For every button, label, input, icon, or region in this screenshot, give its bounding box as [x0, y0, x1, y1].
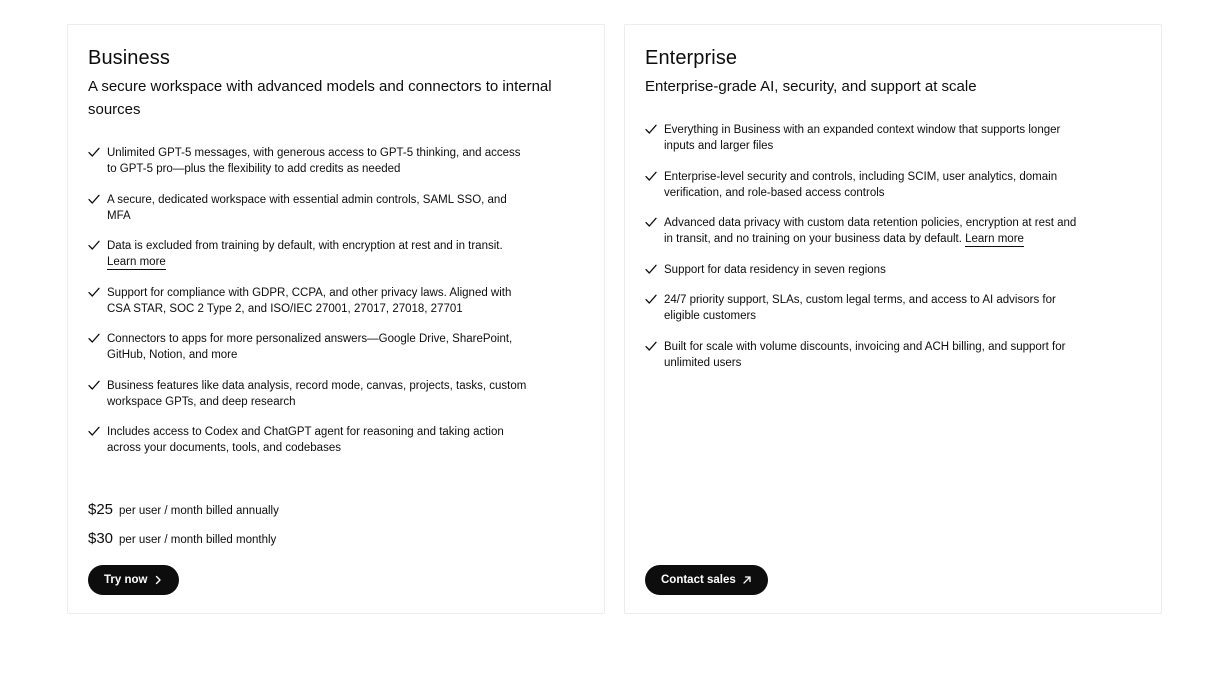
business-price-block — [88, 501, 279, 559]
try-now-button[interactable] — [88, 565, 179, 595]
price-row-monthly — [88, 530, 279, 559]
feature-text: A secure, dedicated workspace with essential admin controls, SAML SSO, and MFA — [107, 193, 507, 222]
feature-text: Connectors to apps for more personalized answers—Google Drive, SharePoint, GitHub, Notion, and more — [107, 333, 513, 361]
price-annual-description: per user / month billed annually — [119, 505, 279, 517]
list-item — [88, 378, 528, 410]
business-plan-title: Business — [88, 47, 170, 69]
price-monthly-amount: $30 — [88, 530, 114, 547]
checkmark-icon — [645, 122, 664, 138]
feature-text-main: Advanced data privacy with custom data retention policies, encryption at rest and in transit, and no training on your business data by default. — [664, 217, 1077, 245]
feature-text: Support for data residency in seven regions — [664, 263, 886, 276]
price-annual-amount: $25 — [88, 501, 114, 518]
contact-sales-label: Contact sales — [661, 574, 736, 586]
enterprise-plan-subtitle: Enterprise-grade AI, security, and support at scale — [645, 78, 977, 95]
list-item — [645, 292, 1085, 324]
list-item — [88, 145, 528, 177]
try-now-label: Try now — [104, 574, 148, 586]
feature-text — [107, 238, 528, 270]
feature-text: Business features like data analysis, record mode, canvas, projects, tasks, custom workspace GPTs, and deep research — [107, 379, 527, 408]
feature-text: 24/7 priority support, SLAs, custom legal terms, and access to AI advisors for eligible customers — [664, 294, 1056, 322]
learn-more-link[interactable]: Learn more — [107, 256, 166, 268]
feature-text: Built for scale with volume discounts, invoicing and ACH billing, and support for unlimited users — [664, 340, 1066, 369]
checkmark-icon — [88, 424, 107, 440]
checkmark-icon — [88, 331, 107, 347]
checkmark-icon — [645, 262, 664, 278]
checkmark-icon — [645, 339, 664, 355]
enterprise-plan-card — [624, 24, 1162, 614]
list-item — [88, 331, 528, 363]
feature-text: Everything in Business with an expanded context window that supports longer inputs and larger files — [664, 124, 1061, 152]
checkmark-icon — [645, 292, 664, 308]
list-item — [88, 285, 528, 317]
list-item — [88, 238, 528, 270]
business-feature-list — [88, 145, 528, 471]
feature-text: Unlimited GPT-5 messages, with generous access to GPT-5 thinking, and access to GPT-5 pro—plus the flexibility to add credits as needed — [107, 147, 521, 175]
feature-text — [664, 215, 1085, 247]
checkmark-icon — [645, 215, 664, 231]
checkmark-icon — [88, 145, 107, 161]
learn-more-link[interactable]: Learn more — [965, 233, 1024, 245]
feature-text: Enterprise-level security and controls, including SCIM, user analytics, domain verification, and role-based access controls — [664, 170, 1058, 199]
list-item — [645, 122, 1085, 154]
list-item — [88, 424, 528, 456]
feature-text: Includes access to Codex and ChatGPT agent for reasoning and taking action across your documents, tools, and codebases — [107, 426, 504, 454]
list-item — [88, 192, 528, 224]
checkmark-icon — [88, 285, 107, 301]
checkmark-icon — [88, 378, 107, 394]
list-item — [645, 169, 1085, 201]
chevron-right-icon — [153, 575, 163, 585]
list-item — [645, 262, 1085, 278]
feature-text-main: Data is excluded from training by default, with encryption at rest and in transit. — [107, 240, 503, 252]
enterprise-feature-list — [645, 122, 1085, 385]
contact-sales-button[interactable] — [645, 565, 768, 595]
checkmark-icon — [88, 238, 107, 254]
checkmark-icon — [88, 192, 107, 208]
list-item — [645, 215, 1085, 247]
feature-text: Support for compliance with GDPR, CCPA, and other privacy laws. Aligned with CSA STAR, SOC 2 Type 2, and ISO/IEC 27001, 27017, 27018, 27701 — [107, 286, 512, 315]
list-item — [645, 339, 1085, 371]
business-plan-subtitle: A secure workspace with advanced models and connectors to internal sources — [88, 78, 552, 118]
arrow-up-right-icon — [742, 575, 752, 585]
business-plan-card — [67, 24, 605, 614]
enterprise-plan-title: Enterprise — [645, 47, 738, 69]
price-monthly-description: per user / month billed monthly — [119, 534, 277, 546]
checkmark-icon — [645, 169, 664, 185]
price-row-annual — [88, 501, 279, 530]
